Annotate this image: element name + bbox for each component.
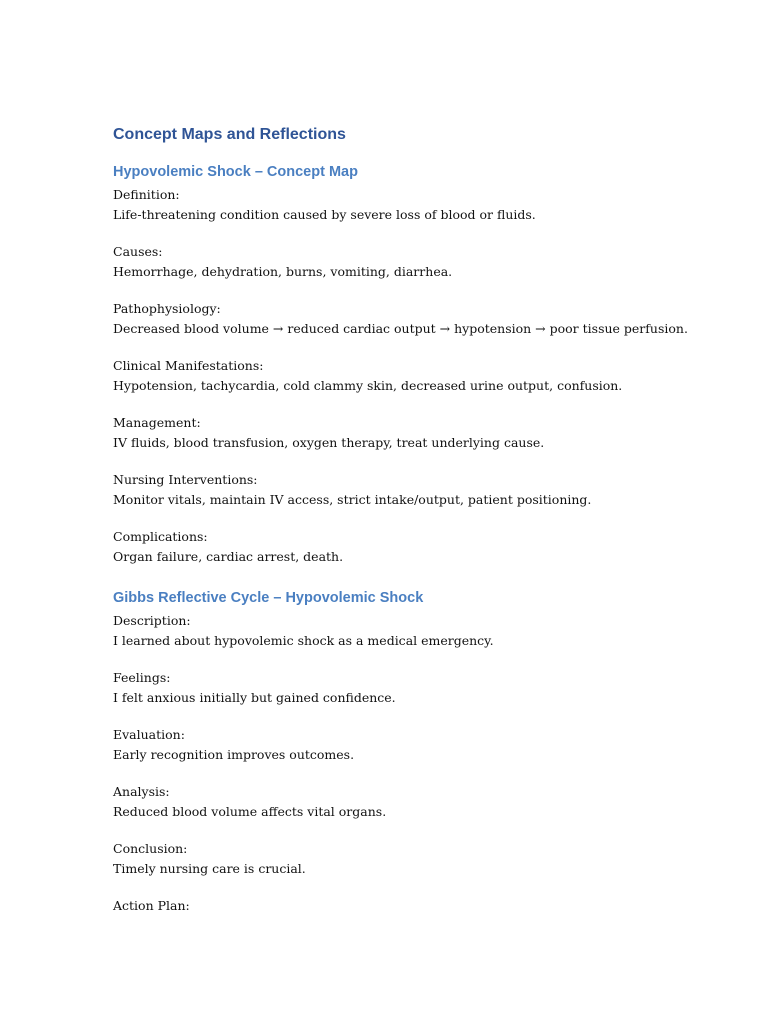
evaluation-entry	[113, 725, 713, 764]
analysis-entry	[113, 782, 713, 821]
complications-entry	[113, 527, 713, 566]
entry-label: Management:	[113, 415, 201, 430]
entry-text: Hypotension, tachycardia, cold clammy skin, decreased urine output, confusion.	[113, 377, 623, 393]
entry-text: Life-threatening condition caused by severe loss of blood or fluids.	[113, 206, 536, 222]
entry-label: Definition:	[113, 187, 180, 202]
entry-label: Nursing Interventions:	[113, 472, 258, 487]
entry-text: Decreased blood volume → reduced cardiac output → hypotension → poor tissue perfusion.	[113, 320, 688, 336]
definition-entry	[113, 185, 713, 224]
entry-label: Action Plan:	[113, 898, 190, 913]
entry-text: Early recognition improves outcomes.	[113, 746, 355, 762]
section-heading: Hypovolemic Shock – Concept Map	[113, 164, 358, 180]
action-plan-entry	[113, 896, 713, 916]
entry-label: Pathophysiology:	[113, 301, 221, 316]
feelings-entry	[113, 668, 713, 707]
management-entry	[113, 413, 713, 452]
conclusion-entry	[113, 839, 713, 878]
entry-label: Feelings:	[113, 670, 171, 685]
entry-label: Conclusion:	[113, 841, 188, 856]
entry-text: Hemorrhage, dehydration, burns, vomiting, diarrhea.	[113, 263, 453, 279]
entry-text: IV fluids, blood transfusion, oxygen therapy, treat underlying cause.	[113, 434, 545, 450]
entry-label: Causes:	[113, 244, 163, 259]
entry-text: Timely nursing care is crucial.	[113, 860, 306, 876]
entry-label: Description:	[113, 613, 191, 628]
section-heading: Gibbs Reflective Cycle – Hypovolemic Shock	[113, 590, 424, 606]
entry-text: Organ failure, cardiac arrest, death.	[113, 548, 344, 564]
entry-label: Clinical Manifestations:	[113, 358, 264, 373]
gibbs-reflective-cycle-section	[113, 588, 713, 916]
entry-text: I felt anxious initially but gained confidence.	[113, 689, 396, 705]
entry-text: Monitor vitals, maintain IV access, strict intake/output, patient positioning.	[113, 491, 592, 507]
causes-entry	[113, 242, 713, 281]
entry-label: Analysis:	[113, 784, 170, 799]
entry-label: Evaluation:	[113, 727, 185, 742]
pathophysiology-entry	[113, 299, 713, 338]
description-entry	[113, 611, 713, 650]
clinical-manifestations-entry	[113, 356, 713, 395]
concept-map-section	[113, 162, 713, 566]
document-title: Concept Maps and Reflections	[113, 126, 346, 143]
entry-text: I learned about hypovolemic shock as a medical emergency.	[113, 632, 494, 648]
nursing-interventions-entry	[113, 470, 713, 509]
document-page	[113, 124, 713, 916]
entry-text: Reduced blood volume affects vital organs.	[113, 803, 387, 819]
entry-label: Complications:	[113, 529, 208, 544]
